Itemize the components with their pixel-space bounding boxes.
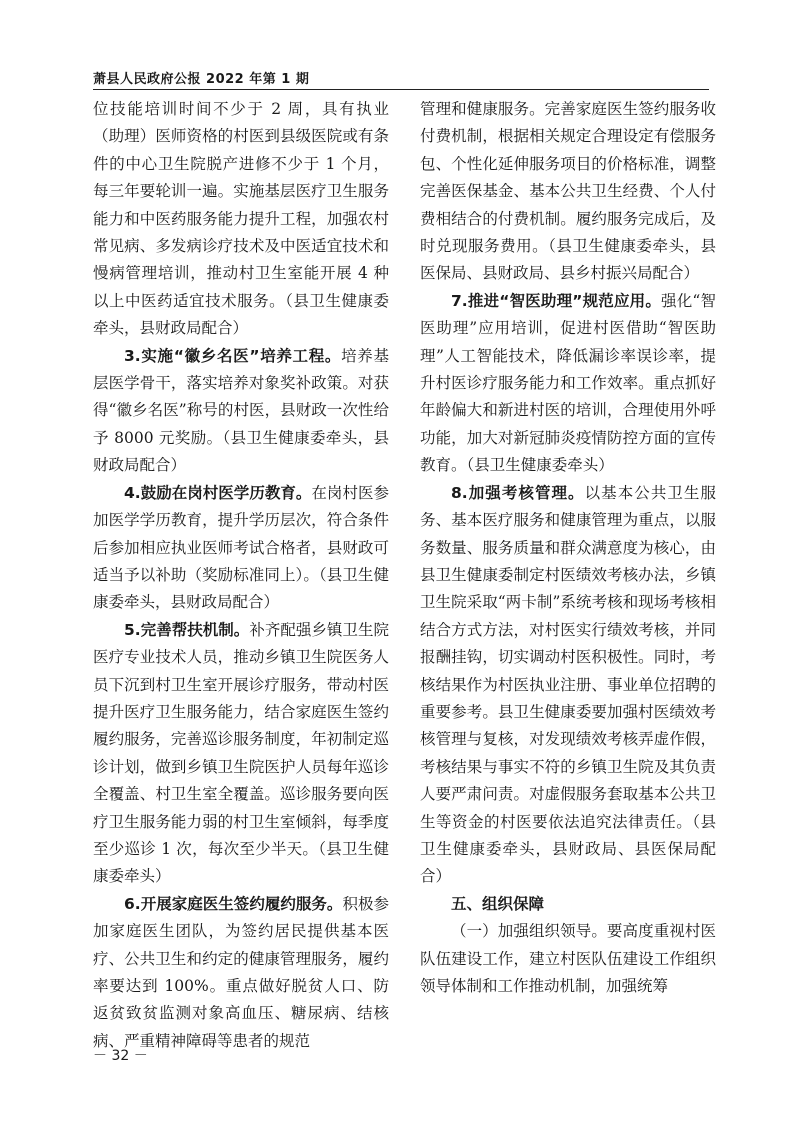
- section-7: [420, 288, 716, 480]
- section-5-body: 补齐配强乡镇卫生院医疗专业技术人员，推动乡镇卫生院医务人员下沉到村卫生室开展诊疗服务，带动村医提升医疗卫生服务能力，结合家庭医生签约履约服务，完善巡诊服务制度，年初制定巡诊计划，做到乡镇卫生院医护人员每年巡诊全覆盖、村卫生室全覆盖。巡诊服务要向医疗卫生服务能力弱的村卫生室倾斜，每季度至少巡诊 1 次，每次至少半天。（县卫生健康委牵头）: [93, 620, 389, 886]
- section-6-body: 积极参加家庭医生团队，为签约居民提供基本医疗、公共卫生和约定的健康管理服务，履约率要达到 100%。重点做好脱贫人口、防返贫致贫监测对象高血压、糖尿病、结核病、严重精神障碍等患者的规范: [93, 894, 389, 1050]
- section-8-title: 8.加强考核管理。: [451, 483, 585, 502]
- section-6: [93, 891, 389, 1055]
- section-3-body: 培养基层医学骨干，落实培养对象奖补政策。对获得“徽乡名医”称号的村医，县财政一次性给予 8000 元奖励。（县卫生健康委牵头，县财政局配合）: [93, 346, 389, 475]
- right-column: [420, 96, 716, 1000]
- section-4-title: 4.鼓励在岗村医学历教育。: [124, 483, 312, 502]
- page-number: － 32 －: [93, 1048, 148, 1064]
- paragraph: 管理和健康服务。完善家庭医生签约服务收付费机制，根据相关规定合理设定有偿服务包、个性化延伸服务项目的价格标准，调整完善医保基金、基本公共卫生经费、个人付费相结合的付费机制。履约服务完成后，及时兑现服务费用。（县卫生健康委牵头，县医保局、县财政局、县乡村振兴局配合）: [420, 100, 716, 283]
- section-6-title: 6.开展家庭医生签约履约服务。: [124, 894, 343, 913]
- journal-header: 萧县人民政府公报 2022 年第 1 期: [93, 72, 310, 87]
- section-heading: [420, 891, 716, 918]
- section-5: [93, 617, 389, 891]
- header-divider: [93, 89, 709, 90]
- section-3-title: 3.实施“徽乡名医”培养工程。: [124, 346, 342, 365]
- section-7-body: 强化“智医助理”应用培训，促进村医借助“智医助理”人工智能技术，降低漏诊率误诊率，提升村医诊疗服务能力和工作效率。重点抓好年龄偏大和新进村医的培训，合理使用外呼功能，加大对新冠肺炎疫情防控方面的宣传教育。（县卫生健康委牵头）: [420, 291, 716, 475]
- section-heading-text: 五、组织保障: [451, 894, 545, 913]
- section-4: [93, 480, 389, 617]
- paragraph: （一）加强组织领导。要高度重视村医队伍建设工作，建立村医队伍建设工作组织领导体制和工作推动机制，加强统筹: [420, 922, 716, 995]
- left-column: [93, 96, 389, 1055]
- section-4-body: 在岗村医参加医学学历教育，提升学历层次，符合条件后参加相应执业医师考试合格者，县财政可适当予以补助（奖励标准同上）。（县卫生健康委牵头，县财政局配合）: [93, 483, 389, 612]
- section-7-title: 7.推进“智医助理”规范应用。: [451, 291, 662, 310]
- section-8: [420, 480, 716, 891]
- paragraph: 位技能培训时间不少于 2 周，具有执业（助理）医师资格的村医到县级医院或有条件的中心卫生院脱产进修不少于 1 个月，每三年要轮训一遍。实施基层医疗卫生服务能力和中医药服务能力提升工程，加强农村常见病、多发病诊疗技术及中医适宜技术和慢病管理培训，推动村卫生室能开展 4 种以上中医药适宜技术服务。（县卫生健康委牵头，县财政局配合）: [93, 100, 389, 338]
- section-5-title: 5.完善帮扶机制。: [124, 620, 250, 639]
- section-8-body: 以基本公共卫生服务、基本医疗服务和健康管理为重点，以服务数量、服务质量和群众满意度为核心，由县卫生健康委制定村医绩效考核办法，乡镇卫生院采取“两卡制”系统考核和现场考核相结合方式方法，对村医实行绩效考核，并同报酬挂钩，切实调动村医积极性。同时，考核结果作为村医执业注册、事业单位招聘的重要参考。县卫生健康委要加强村医绩效考核管理与复核，对发现绩效考核弄虚作假，考核结果与事实不符的乡镇卫生院及其负责人要严肃问责。对虚假服务套取基本公共卫生等资金的村医要依法追究法律责任。（县卫生健康委牵头，县财政局、县医保局配合）: [420, 483, 716, 886]
- section-3: [93, 343, 389, 480]
